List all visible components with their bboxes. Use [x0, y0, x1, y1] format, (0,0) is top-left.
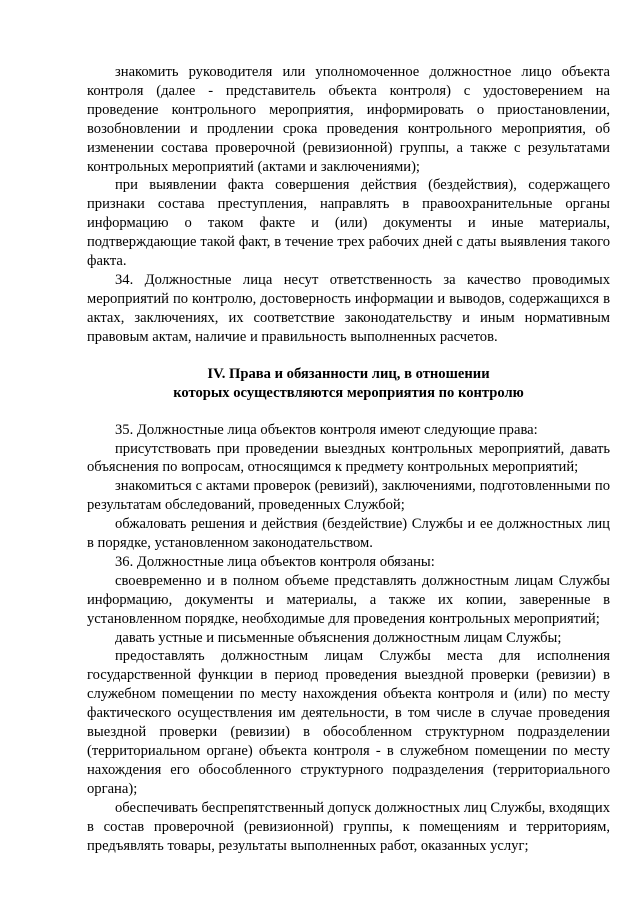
- paragraph-acquaint-representative: знакомить руководителя или уполномоченное должностное лицо объекта контроля (далее - представитель объекта контроля) с удостоверением на проведение контрольного мероприятия, информировать о приостановлении, возобновлении и продлении срока проведения контрольного мероприятия, об изменении состава проверочной (ревизионной) группы, а также с результатами контрольных мероприятий (актами и заключениями);: [87, 64, 610, 175]
- paragraph-duty-provide-info: своевременно и в полном объеме представлять должностным лицам Службы информацию, документы и материалы, а также их копии, заверенные в установленном порядке, необходимые для проведения контрольных мероприятий;: [87, 572, 610, 627]
- paragraph-item-36: 36. Должностные лица объектов контроля обязаны:: [115, 553, 435, 570]
- paragraph-item-34: 34. Должностные лица несут ответственность за качество проводимых мероприятий по контролю, достоверность информации и выводов, содержащихся в актах, заключениях, их соответствие законодательству и иным нормативным правовым актам, наличие и правильность выполненных расчетов.: [87, 271, 610, 345]
- section-heading-line-2: которых осуществляются мероприятия по контролю: [173, 384, 524, 401]
- paragraph-duty-provide-premises: предоставлять должностным лицам Службы места для исполнения государственной функции в период проведения выездной проверки (ревизии) в служебном помещении по месту нахождения объекта контроля и (или) по месту фактического осуществления им деятельности, в том числе в случае проведения выездной проверки (ревизии) в обособленном структурном подразделении (территориальном органе) объекта контроля - в служебном помещении по месту нахождения его обособленного структурного подразделения (территориального органа);: [87, 648, 610, 797]
- paragraph-duty-access: обеспечивать беспрепятственный допуск должностных лиц Службы, входящих в состав проверочной (ревизионной) группы, к помещениям и территориям, предъявлять товары, результаты выполненных работ, оказанных услуг;: [87, 799, 610, 854]
- document-page: [87, 63, 610, 855]
- section-heading-line-1: IV. Права и обязанности лиц, в отношении: [207, 365, 490, 382]
- paragraph-right-appeal: обжаловать решения и действия (бездействие) Службы и ее должностных лиц в порядке, установленном законодательством.: [87, 516, 610, 552]
- section-heading: [87, 365, 610, 403]
- paragraph-report-crime: при выявлении факта совершения действия (бездействия), содержащего признаки состава преступления, направлять в правоохранительные органы информацию о таком факте и (или) документы и иные материалы, подтверждающие такой факт, в течение трех рабочих дней с даты выявления такого факта.: [87, 177, 610, 270]
- paragraph-item-35: 35. Должностные лица объектов контроля имеют следующие права:: [115, 421, 538, 438]
- paragraph-duty-explanations: давать устные и письменные объяснения должностным лицам Службы;: [115, 629, 562, 646]
- paragraph-right-review-acts: знакомиться с актами проверок (ревизий), заключениями, подготовленными по результатам обследований, проведенных Службой;: [87, 478, 610, 514]
- paragraph-right-attend: присутствовать при проведении выездных контрольных мероприятий, давать объяснения по вопросам, относящимся к предмету контрольных мероприятий;: [87, 440, 610, 476]
